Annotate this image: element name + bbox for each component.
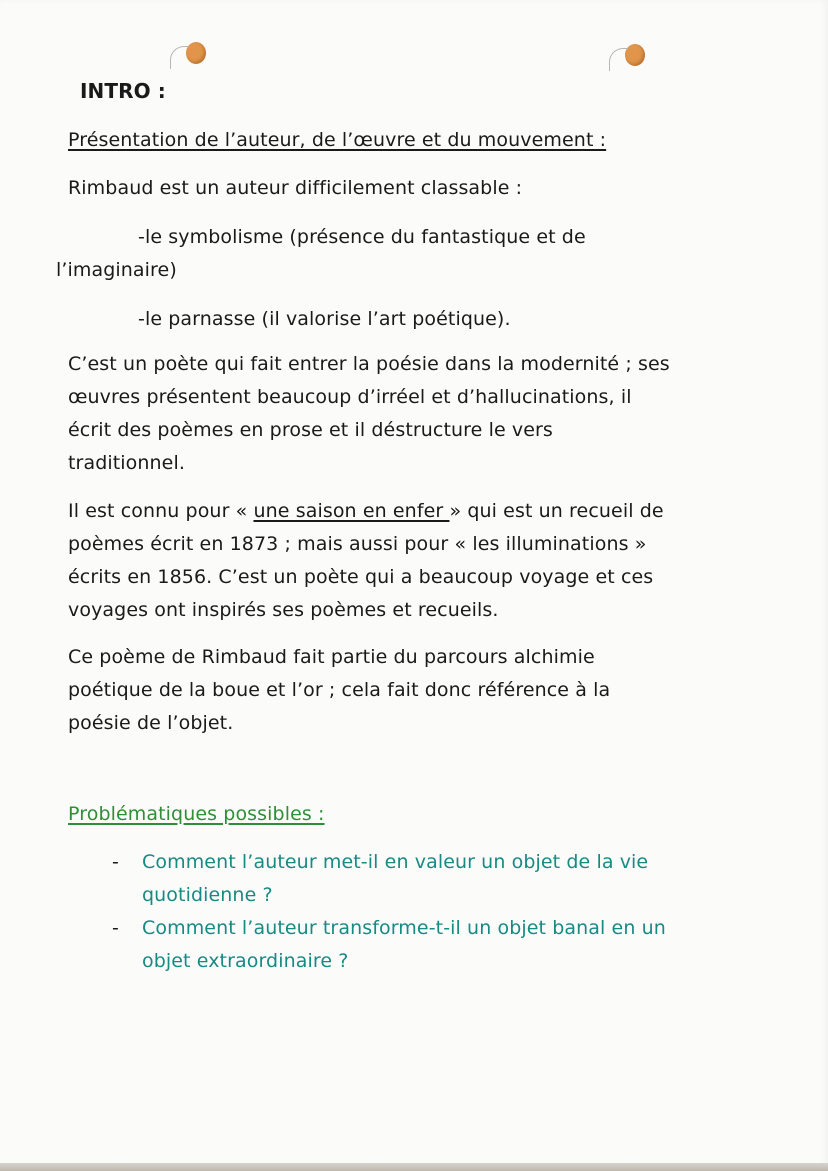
bullet-dash: - (112, 851, 119, 873)
text-run: Il est connu pour « (68, 500, 254, 522)
paragraph-line: œuvres présentent beaucoup d’irréel et d’hallucinations, il (68, 386, 632, 408)
question-line: Comment l’auteur transforme-t-il un objet banal en un (142, 917, 666, 939)
paper-bottom-edge (0, 1163, 828, 1171)
paragraph-line: traditionnel. (68, 452, 185, 474)
question-line: objet extraordinaire ? (142, 950, 349, 972)
question-line: quotidienne ? (142, 884, 273, 906)
paragraph-line: Ce poème de Rimbaud fait partie du parcours alchimie (68, 646, 595, 668)
paragraph-line: écrit des poèmes en prose et il déstructure le vers (68, 419, 553, 441)
punch-hole-icon (625, 44, 645, 66)
section-heading-problematiques: Problématiques possibles : (68, 803, 325, 825)
intro-title: INTRO : (80, 79, 166, 103)
paragraph-line: poèmes écrit en 1873 ; mais aussi pour « les illuminations » (68, 533, 647, 555)
paragraph-line: voyages ont inspirés ses poèmes et recueils. (68, 599, 499, 621)
question-line: Comment l’auteur met-il en valeur un objet de la vie (142, 851, 649, 873)
text-run: » qui est un recueil de (449, 500, 664, 522)
bullet-dash: - (112, 917, 119, 939)
paragraph-line: Rimbaud est un auteur difficilement classable : (68, 177, 523, 199)
book-title: une saison en enfer (253, 500, 450, 522)
punch-hole-icon (186, 42, 206, 64)
paragraph-line (68, 495, 664, 528)
paragraph-line: poésie de l’objet. (68, 712, 234, 734)
section-heading-presentation: Présentation de l’auteur, de l’œuvre et du mouvement : (68, 129, 607, 151)
list-item-symbolisme-cont: l’imaginaire) (56, 259, 177, 281)
paragraph-line: écrits en 1856. C’est un poète qui a beaucoup voyage et ces (68, 566, 654, 588)
list-item-parnasse: -le parnasse (il valorise l’art poétique). (138, 308, 511, 330)
paragraph-line: poétique de la boue et l’or ; cela fait donc référence à la (68, 679, 611, 701)
paragraph-line: C’est un poète qui fait entrer la poésie dans la modernité ; ses (68, 353, 670, 375)
list-item-symbolisme: -le symbolisme (présence du fantastique et de (138, 226, 586, 248)
